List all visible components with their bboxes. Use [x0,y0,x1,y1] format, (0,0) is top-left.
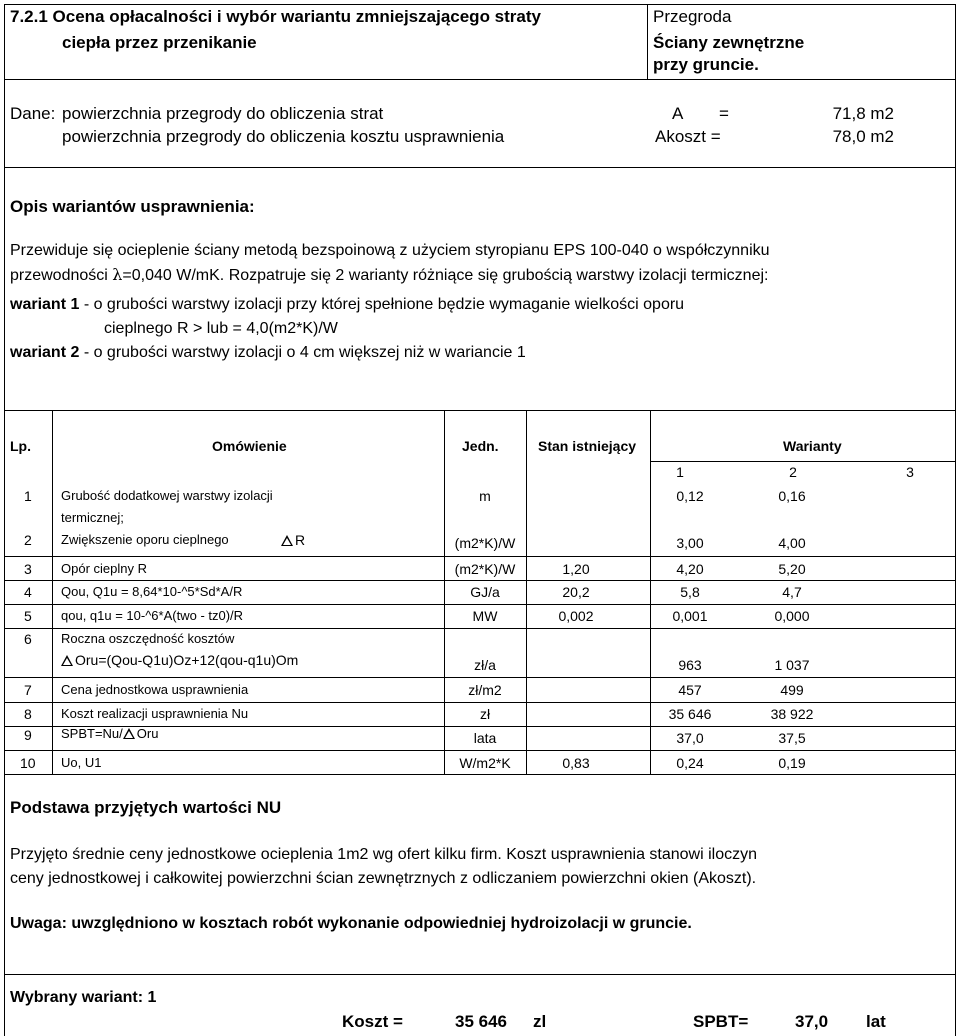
chosen-variant: Wybrany wariant: 1 [10,989,157,1006]
row1-desc2: termicznej; [61,510,124,525]
given-row1-symbol: A [672,104,684,123]
given-row1-value: 71,8 m2 [832,104,894,123]
description-line1: Przewiduje się ocieplenie ściany metodą bezspoinową z użyciem styropianu EPS 100-040 o współczynniku [10,242,770,259]
row4-v2: 4,7 [782,584,802,600]
given-row2-value: 78,0 m2 [832,127,894,146]
variant1-label: wariant 1 [10,296,80,313]
row10-v2: 0,19 [778,755,806,771]
delta-icon [61,655,73,666]
row5-lp: 5 [24,608,32,624]
description-line2 [10,265,768,285]
variant2-label: wariant 2 [10,344,80,361]
row1-v1: 0,12 [676,488,704,504]
text-variants-intro: Rozpatruje się 2 warianty różniące się grubością warstwy izolacji termicznej: [228,267,769,284]
lambda-symbol: λ [112,265,123,284]
variant1-text: - o grubości warstwy izolacji przy której spełnione będzie wymaganie wielkości oporu [83,296,685,313]
row9-v1: 37,0 [676,730,704,746]
col-desc-header: Omówienie [212,438,287,454]
row10-unit: W/m2*K [459,755,511,771]
page-title-line2: ciepła przez przenikanie [62,33,257,52]
row3-v2: 5,20 [778,561,806,577]
variant2-text: - o grubości warstwy izolacji o 4 cm większej niż w wariancie 1 [83,344,526,361]
row6-lp: 6 [24,631,32,647]
row3-v1: 4,20 [676,561,704,577]
basis-heading: Podstawa przyjętych wartości NU [10,798,282,817]
spbt-label: SPBT= [693,1012,749,1031]
row8-v2: 38 922 [770,706,814,722]
text-lambda-value: =0,040 W/mK. [122,267,225,284]
cost-unit: zl [533,1012,547,1031]
row3-desc: Opór cieplny R [61,561,147,576]
row1-v2: 0,16 [778,488,806,504]
row2-delta-r [281,532,305,548]
row9-desc-text: SPBT=Nu/ [61,726,123,741]
row8-desc: Koszt realizacji usprawnienia Nu [61,706,249,721]
variant-number-2: 2 [789,464,797,480]
col-unit-header: Jedn. [462,438,499,454]
row9-v2: 37,5 [778,730,806,746]
row2-v2: 4,00 [778,535,806,551]
basis-line2: ceny jednostkowej i całkowitej powierzchni ścian zewnętrznych z odliczaniem powierzchni okien (Akoszt). [10,870,757,887]
row7-v2: 499 [780,682,804,698]
page-title-line1: 7.2.1 Ocena opłacalności i wybór wariantu zmniejszającego straty [10,7,541,26]
given-row1-eq: = [719,104,729,123]
row8-unit: zł [479,706,491,722]
row2-unit: (m2*K)/W [454,535,516,551]
row7-v1: 457 [678,682,702,698]
row10-desc: Uo, U1 [61,755,102,770]
row8-v1: 35 646 [668,706,712,722]
row6-v2: 1 037 [774,657,810,673]
row3-unit: (m2*K)/W [454,561,516,577]
given-row2-desc: powierzchnia przegrody do obliczenia kosztu usprawnienia [62,127,505,146]
row6-unit: zł/a [474,657,496,673]
partition-name-line1: Ściany zewnętrzne [653,33,805,52]
variants-heading: Opis wariantów usprawnienia: [10,197,255,216]
text-conductivity: przewodności [10,267,108,284]
partition-label: Przegroda [653,7,732,26]
row6-desc: Roczna oszczędność kosztów [61,631,235,646]
row4-existing: 20,2 [562,584,590,600]
row5-v1: 0,001 [672,608,708,624]
variant1-line [10,296,684,314]
row10-existing: 0,83 [562,755,590,771]
cost-value: 35 646 [455,1012,507,1031]
row6-formula-text: Oru=(Qou-Q1u)Oz+12(qou-q1u)Om [75,652,299,668]
given-label: Dane: [10,104,56,123]
row2-delta-symbol: R [295,532,306,548]
delta-icon [123,728,135,739]
col-variants-header: Warianty [783,438,842,454]
row4-unit: GJ/a [470,584,500,600]
given-row2-symbol: Akoszt = [655,127,721,146]
row4-lp: 4 [24,584,32,600]
col-lp-header: Lp. [10,438,31,454]
row9-desc-after-delta: Oru [136,726,159,741]
col-existing-header: Stan istniejący [538,438,637,454]
spbt-value: 37,0 [795,1012,829,1031]
row1-lp: 1 [24,488,32,504]
row6-formula [61,652,298,668]
row10-lp: 10 [20,755,36,771]
row3-lp: 3 [24,561,32,577]
row9-unit: lata [473,730,497,746]
basis-line1: Przyjęto średnie ceny jednostkowe ocieplenia 1m2 wg ofert kilku firm. Koszt usprawnienia stanowi iloczyn [10,846,758,863]
row2-desc: Zwiększenie oporu cieplnego [61,532,229,547]
row3-existing: 1,20 [562,561,590,577]
row7-desc: Cena jednostkowa usprawnienia [61,682,249,697]
spbt-unit: lat [866,1012,886,1031]
row1-desc: Grubość dodatkowej warstwy izolacji [61,488,273,503]
row4-desc: Qou, Q1u = 8,64*10-^5*Sd*A/R [61,584,243,599]
variant2-line [10,344,526,362]
row5-existing: 0,002 [558,608,594,624]
row1-unit: m [479,488,491,504]
row7-lp: 7 [24,682,32,698]
row5-desc: qou, q1u = 10-^6*A(two - tz0)/R [61,608,244,623]
variant-number-1: 1 [676,464,684,480]
delta-icon [281,535,293,546]
row9-desc [61,726,158,741]
cost-label: Koszt = [342,1012,403,1031]
variant1-text2: cieplnego R > lub = 4,0(m2*K)/W [104,320,338,337]
row5-unit: MW [472,608,498,624]
row2-lp: 2 [24,532,32,548]
row8-lp: 8 [24,706,32,722]
partition-name-line2: przy gruncie. [653,55,759,74]
row10-v1: 0,24 [676,755,704,771]
row5-v2: 0,000 [774,608,810,624]
variant-number-3: 3 [906,464,914,480]
given-row1-desc: powierzchnia przegrody do obliczenia strat [62,104,384,123]
row6-v1: 963 [678,657,702,673]
row4-v1: 5,8 [680,584,700,600]
basis-note: Uwaga: uwzględniono w kosztach robót wykonanie odpowiedniej hydroizolacji w gruncie. [10,915,692,932]
row9-lp: 9 [24,727,32,743]
row2-v1: 3,00 [676,535,704,551]
row7-unit: zł/m2 [468,682,502,698]
